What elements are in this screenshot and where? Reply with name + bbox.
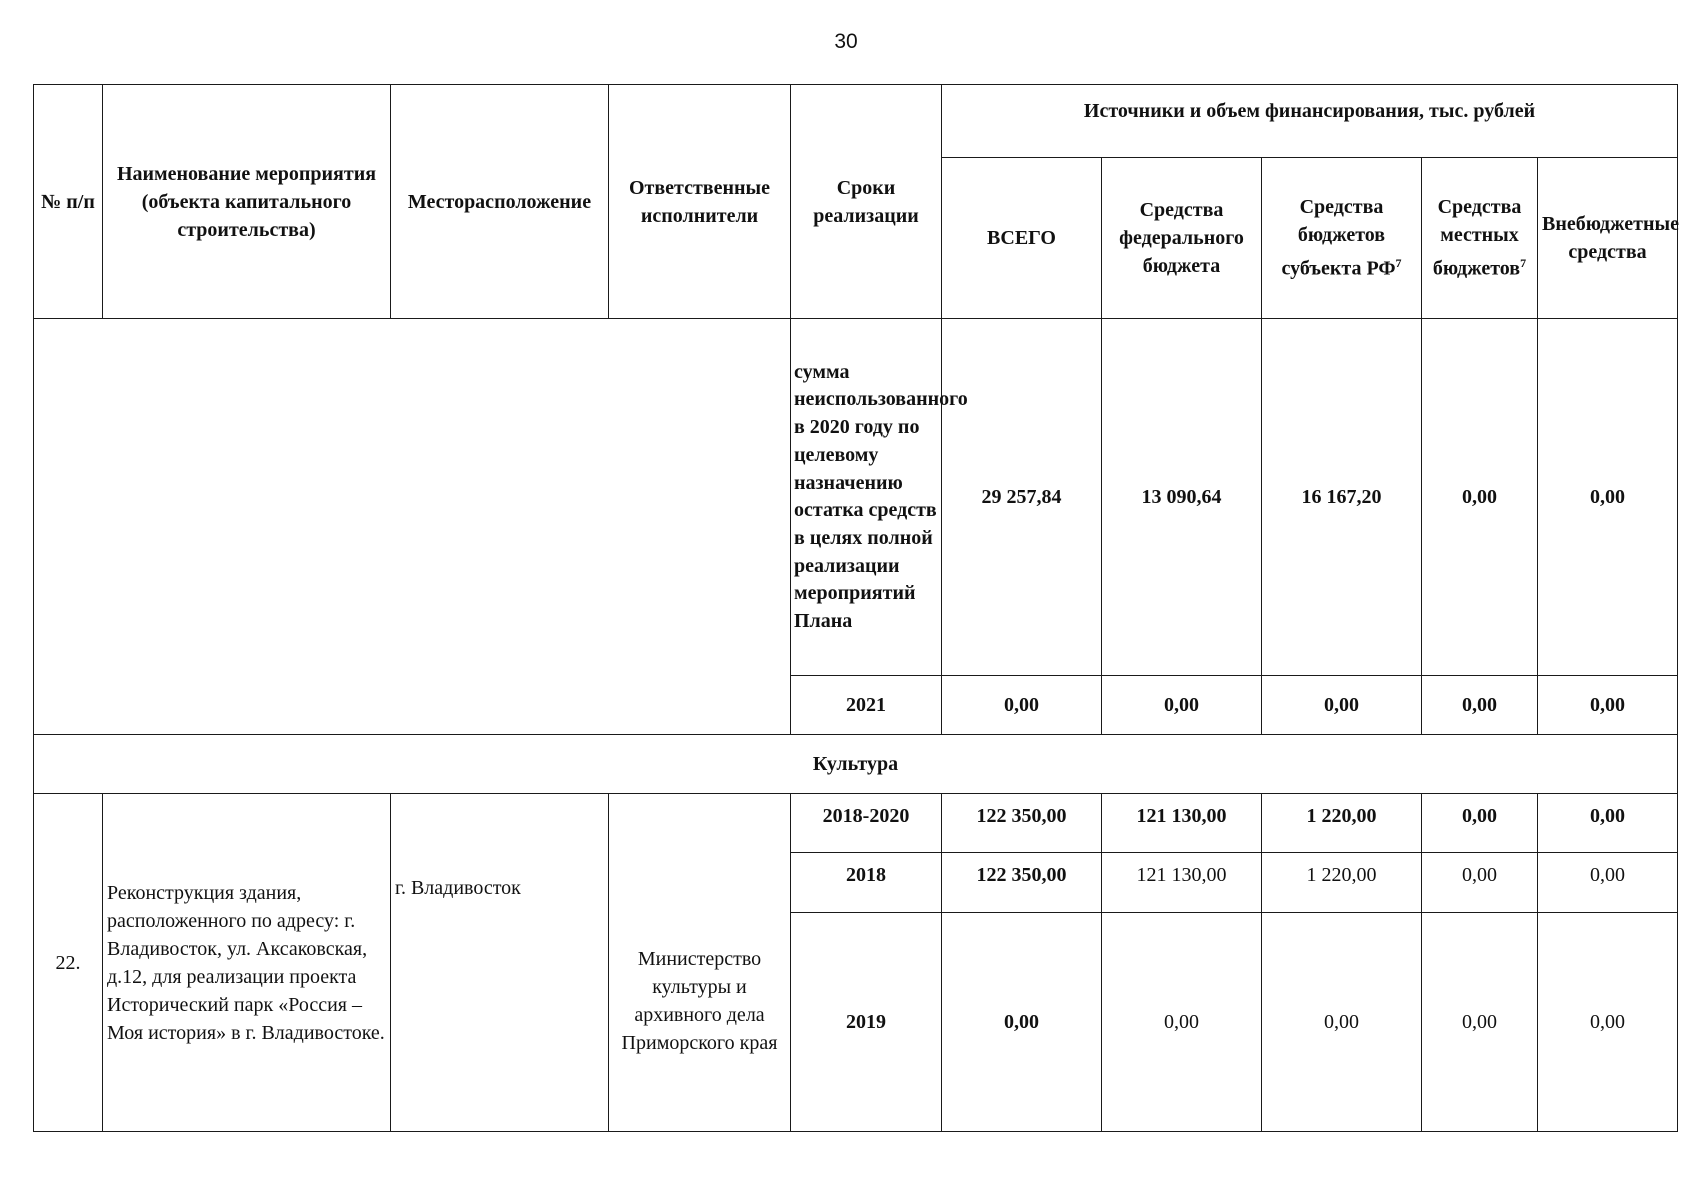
item-regional: 1 220,00 (1262, 794, 1422, 853)
item-name: Реконструкция здания, расположенного по адресу: г. Владивосток, ул. Аксаковская, д.12, для реализации проекта Исторический парк «Россия – Моя история» в г. Владивостоке. (103, 794, 391, 1132)
header-regional: Средства бюджетов субъекта $РФ^7$ (1262, 158, 1422, 319)
carryover-local: 0,00 (1422, 676, 1538, 735)
carryover-period: 2021 (791, 676, 942, 735)
item-location: г. Владивосток (391, 794, 609, 1132)
item-regional: 0,00 (1262, 912, 1422, 1131)
item-total: 122 350,00 (942, 853, 1102, 912)
item-total: 0,00 (942, 912, 1102, 1131)
carryover-period: сумма неиспользованного в 2020 году по целевому назначению остатка средств в целях полной реализации мероприятий Плана (791, 319, 942, 676)
carryover-total: 0,00 (942, 676, 1102, 735)
carryover-extra: 0,00 (1538, 676, 1678, 735)
header-location: Месторасположение (391, 85, 609, 319)
item-federal: 121 130,00 (1102, 794, 1262, 853)
item-period: 2019 (791, 912, 942, 1131)
header-funding-group: Источники и объем финансирования, тыс. рублей (942, 85, 1678, 158)
item-period: 2018 (791, 853, 942, 912)
header-name: Наименование мероприятия (объекта капитального строительства) (103, 85, 391, 319)
item-federal: 121 130,00 (1102, 853, 1262, 912)
item-extra: 0,00 (1538, 794, 1678, 853)
carryover-extra: 0,00 (1538, 319, 1678, 676)
carryover-local: 0,00 (1422, 319, 1538, 676)
header-local: Средства местных бюджетов$^7$ (1422, 158, 1538, 319)
header-num: № п/п (34, 85, 103, 319)
item-total: 122 350,00 (942, 794, 1102, 853)
item-local: 0,00 (1422, 853, 1538, 912)
carryover-row (34, 319, 1678, 676)
page-number: 30 (834, 30, 858, 53)
header-federal: Средства федерального бюджета (1102, 158, 1262, 319)
item-row (34, 794, 1678, 853)
carryover-federal: 13 090,64 (1102, 319, 1262, 676)
item-regional: 1 220,00 (1262, 853, 1422, 912)
item-num: 22. (34, 794, 103, 1132)
item-federal: 0,00 (1102, 912, 1262, 1131)
section-row (34, 735, 1678, 794)
item-extra: 0,00 (1538, 912, 1678, 1131)
header-extra: Внебюджетные средства (1538, 158, 1678, 319)
carryover-federal: 0,00 (1102, 676, 1262, 735)
item-extra: 0,00 (1538, 853, 1678, 912)
carryover-empty-cell (34, 319, 791, 735)
header-row (34, 85, 1678, 158)
header-responsible: Ответственные исполнители (609, 85, 791, 319)
section-title: Культура (34, 735, 1678, 794)
carryover-total: 29 257,84 (942, 319, 1102, 676)
item-local: 0,00 (1422, 794, 1538, 853)
carryover-regional: 16 167,20 (1262, 319, 1422, 676)
carryover-regional: 0,00 (1262, 676, 1422, 735)
financing-table (33, 84, 1678, 1132)
header-total: ВСЕГО (942, 158, 1102, 319)
header-period: Сроки реализации (791, 85, 942, 319)
item-local: 0,00 (1422, 912, 1538, 1131)
item-responsible: Министерство культуры и архивного дела Приморского края (609, 794, 791, 1132)
item-period: 2018-2020 (791, 794, 942, 853)
